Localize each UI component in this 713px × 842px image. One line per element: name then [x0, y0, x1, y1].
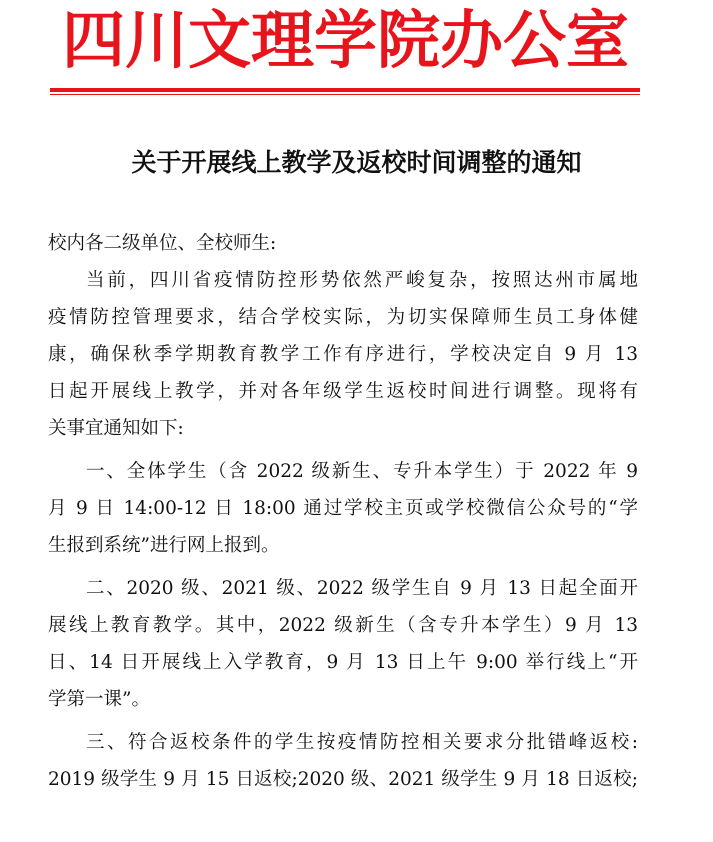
body-line: 日起开展线上教学，并对各年级学生返校时间进行调整。现将有	[48, 381, 638, 402]
salutation: 校内各二级单位、全校师生:	[48, 233, 277, 254]
body-line: 日、14 日开展线上入学教育，9 月 13 日上午 9:00 举行线上“开	[48, 652, 638, 673]
masthead-org-name: 四川文理学院办公室	[62, 3, 629, 77]
body-line: 2019 级学生 9 月 15 日返校;2020 级、2021 级学生 9 月 18 日返校;	[48, 769, 638, 790]
body-line: 当前，四川省疫情防控形势依然严峻复杂，按照达州市属地	[86, 270, 638, 291]
masthead-red-rule	[50, 88, 640, 92]
body-line: 疫情防控管理要求，结合学校实际，为切实保障师生员工身体健	[48, 307, 638, 328]
body-line: 关事宜通知如下:	[48, 418, 184, 439]
body-line: 生报到系统”进行网上报到。	[48, 535, 280, 556]
body-line: 展线上教育教学。其中，2022 级新生（含专升本学生）9 月 13	[48, 615, 638, 636]
body-line: 二、2020 级、2021 级、2022 级学生自 9 月 13 日起全面开	[86, 578, 638, 599]
body-line: 学第一课”。	[48, 689, 150, 710]
notice-body	[48, 225, 638, 798]
body-line: 月 9 日 14:00-12 日 18:00 通过学校主页或学校微信公众号的“学	[48, 498, 638, 519]
body-line: 一、全体学生（含 2022 级新生、专升本学生）于 2022 年 9	[86, 461, 638, 482]
body-line: 康，确保秋季学期教育教学工作有序进行，学校决定自 9 月 13	[48, 344, 638, 365]
masthead-red-rule-thin	[50, 94, 640, 95]
body-line: 三、符合返校条件的学生按疫情防控相关要求分批错峰返校:	[86, 732, 638, 753]
notice-title: 关于开展线上教学及返校时间调整的通知	[131, 148, 582, 177]
